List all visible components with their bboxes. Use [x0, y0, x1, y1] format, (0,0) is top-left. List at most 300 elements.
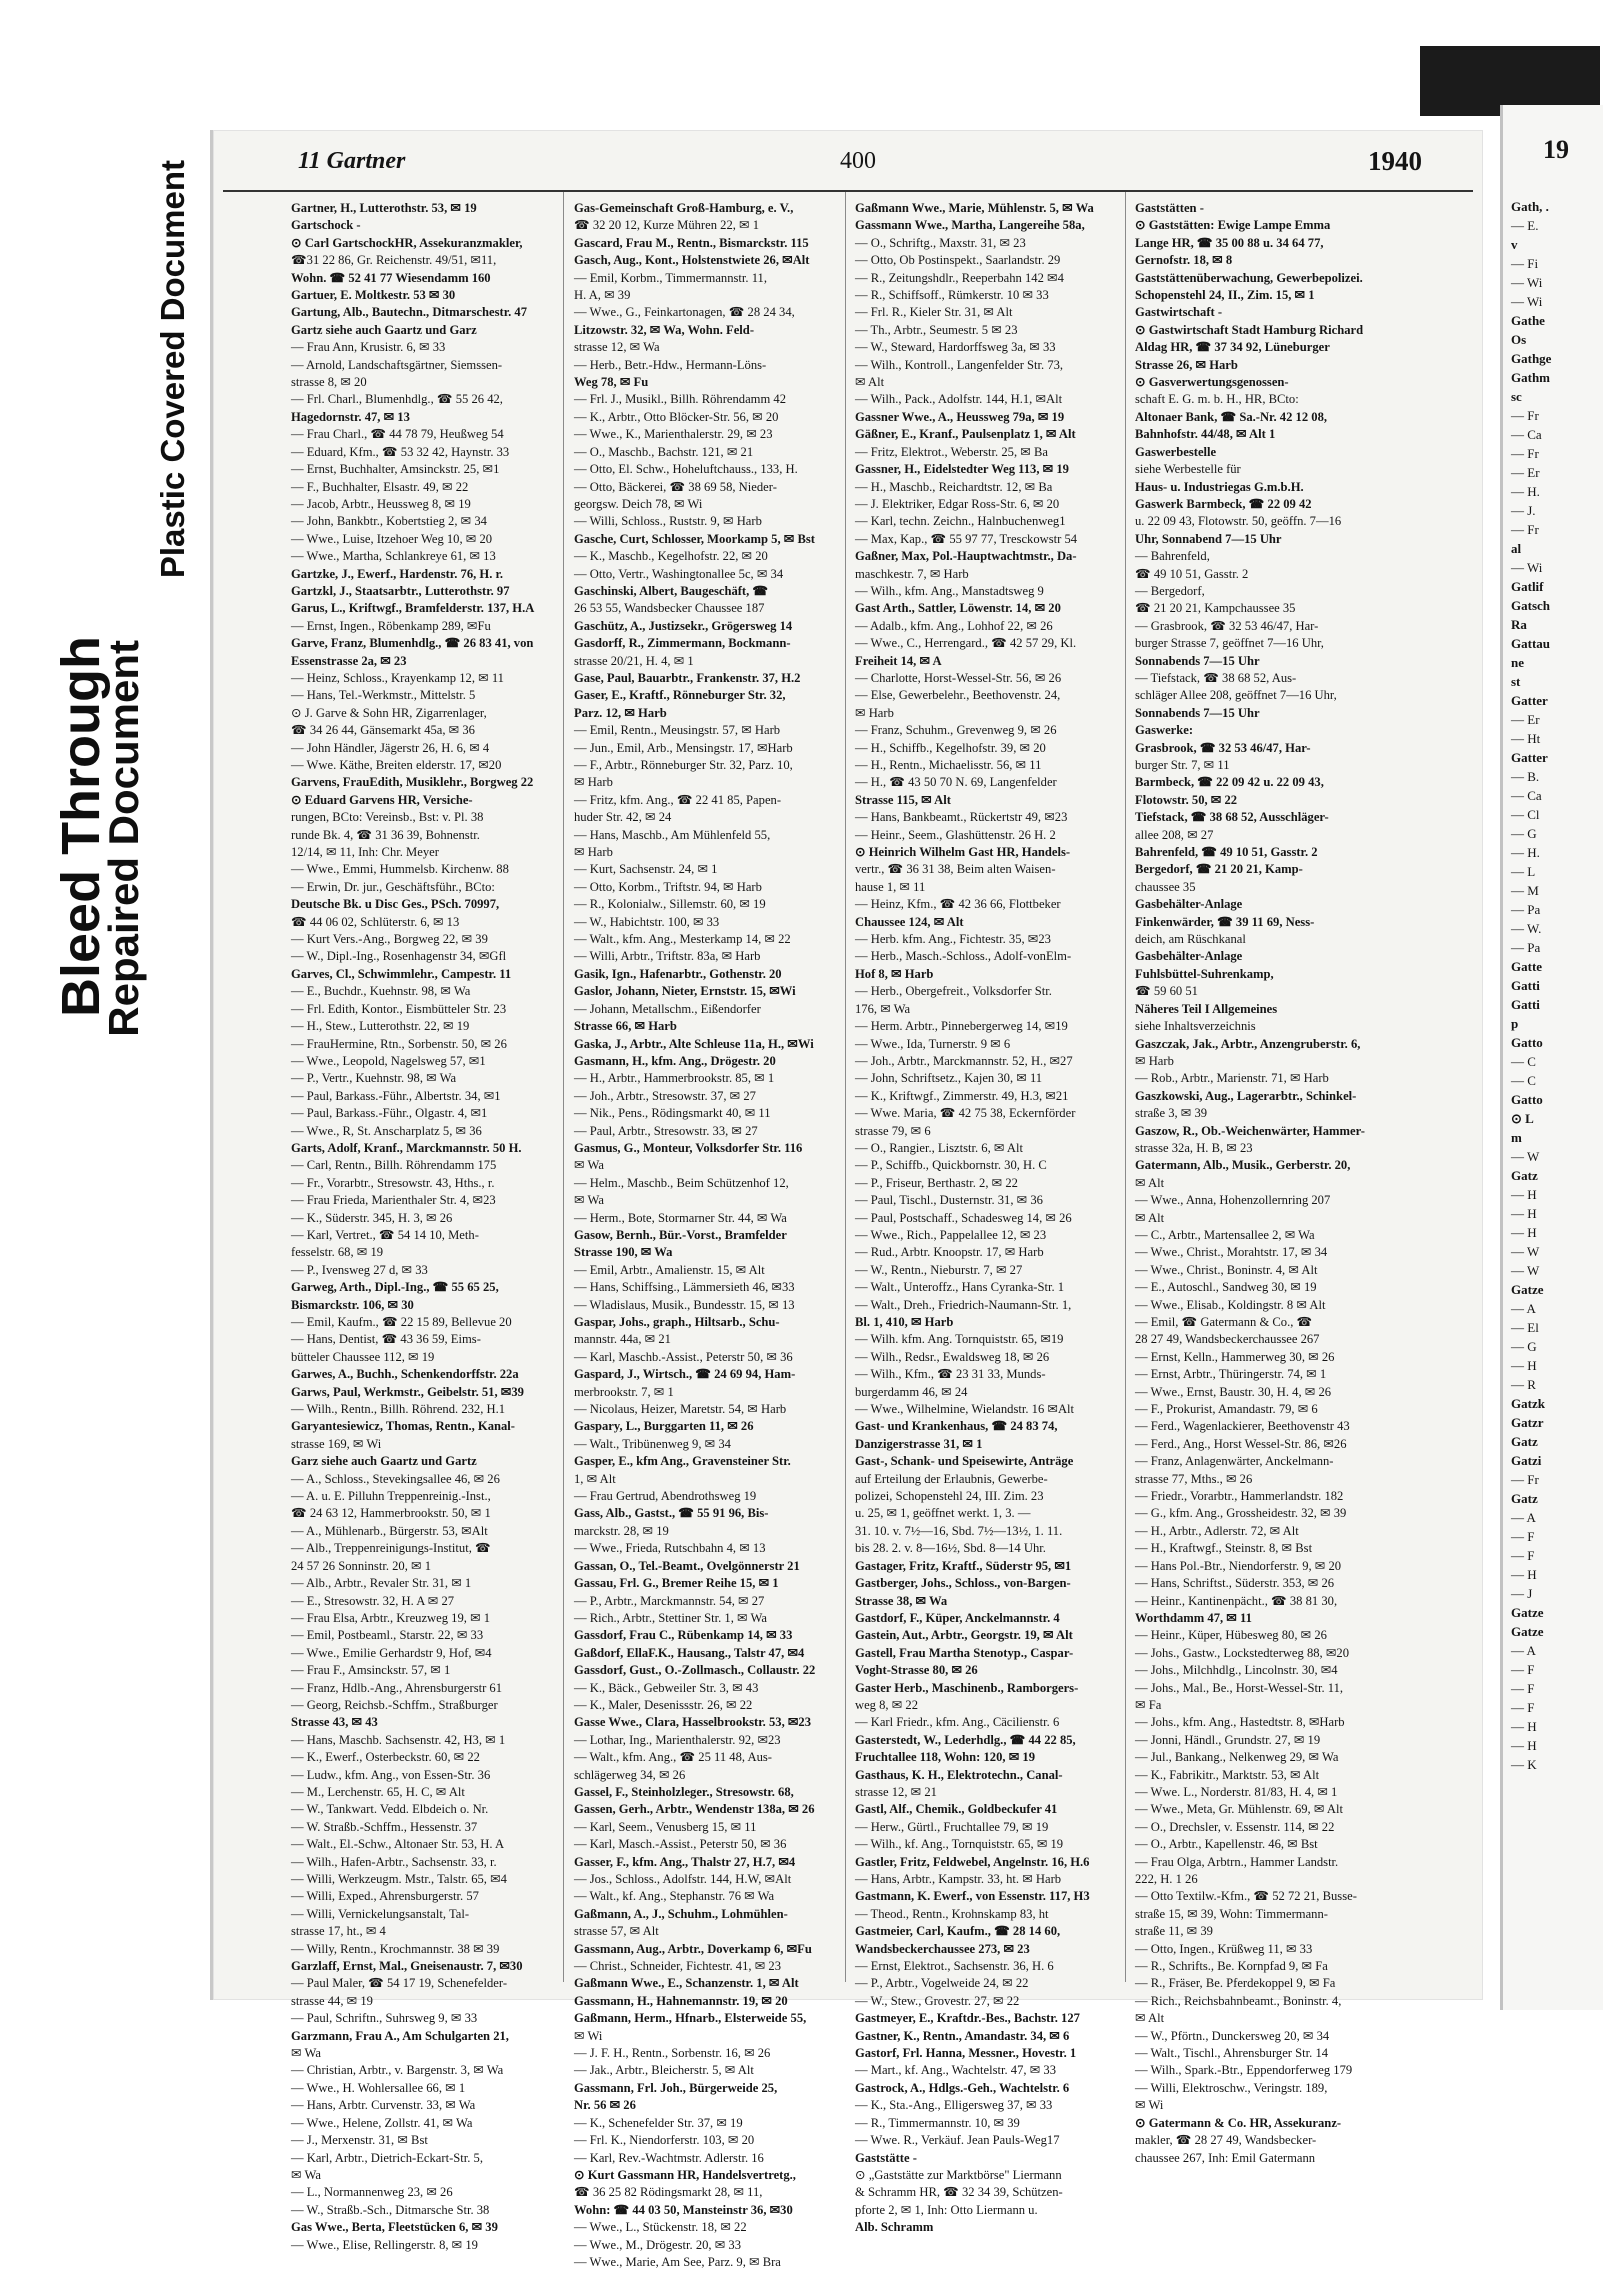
directory-entry-line: — Ernst, Kelln., Hammerweg 30, ✉ 26: [1135, 1349, 1335, 1364]
adjacent-entry-line: — H: [1511, 1187, 1537, 1202]
directory-entry-line: — O., Drechsler, v. Essenstr. 114, ✉ 22: [1135, 1819, 1335, 1834]
directory-entry-line: ✉ Wa: [574, 1158, 604, 1173]
directory-entry-line: 12/14, ✉ 11, Inh: Chr. Meyer: [291, 845, 439, 860]
directory-entry-line: hause 1, ✉ 11: [855, 879, 926, 894]
adjacent-entry-line: — F: [1511, 1548, 1535, 1563]
page-header: [213, 148, 1483, 186]
directory-entry-line: — Mart., kf. Ang., Wachtelstr. 47, ✉ 33: [855, 2063, 1056, 2078]
directory-entry-line: — Christ., Schneider, Fichtestr. 41, ✉ 23: [574, 1959, 781, 1974]
adjacent-entry-line: Gatzk: [1511, 1396, 1545, 1411]
directory-entry-line: — W., Habichtstr. 100, ✉ 33: [574, 914, 720, 929]
directory-entry-line: — Wwe. Maria, ☎ 42 75 38, Eckernförder: [855, 1106, 1076, 1121]
directory-entry-line: Wohn. ☎ 52 41 77 Wiesendamm 160: [291, 270, 491, 285]
directory-entry-line: Garweg, Arth., Dipl.-Ing., ☎ 55 65 25,: [291, 1280, 499, 1295]
directory-entry-line: — Fr., Vorarbtr., Stresowstr. 43, Hths., r.: [291, 1175, 495, 1190]
directory-page: [210, 130, 1483, 2269]
directory-entry-line: — J. F. H., Rentn., Sorbenstr. 16, ✉ 26: [574, 2046, 771, 2061]
directory-entry-line: — Karl, Seem., Venusberg 15, ✉ 11: [574, 1819, 757, 1834]
directory-entry-line: Gasthaus, K. H., Elektrotechn., Canal-: [855, 1767, 1063, 1782]
directory-entry-line: — Rich., Arbtr., Stettiner Str. 1, ✉ Wa: [574, 1610, 767, 1625]
directory-entry-line: — Paul, Postschaff., Schadesweg 14, ✉ 26: [855, 1210, 1072, 1225]
adjacent-entry-line: — F: [1511, 1681, 1535, 1696]
directory-entry-line: 176, ✉ Wa: [855, 1001, 911, 1016]
directory-entry-line: Parz. 12, ✉ Harb: [574, 705, 667, 720]
directory-entry-line: — Herm., Bote, Stormarner Str. 44, ✉ Wa: [574, 1210, 787, 1225]
directory-entry-line: Strasse 66, ✉ Harb: [574, 1019, 677, 1034]
directory-entry-line: — Wwe., Elise, Rellingerstr. 8, ✉ 19: [291, 2237, 478, 2252]
directory-entry-line: ✉ Wa: [291, 2046, 321, 2061]
directory-entry-line: merbrookstr. 7, ✉ 1: [574, 1384, 674, 1399]
adjacent-entry-line: Gatter: [1511, 750, 1548, 765]
directory-entry-line: straße 3, ✉ 39: [1135, 1106, 1208, 1121]
directory-entry-line: Worthdamm 47, ✉ 11: [1135, 1610, 1252, 1625]
directory-entry-line: — Ludw., kfm. Ang., von Essen-Str. 36: [291, 1767, 491, 1782]
directory-entry-line: deich, am Rüschkanal: [1135, 932, 1246, 947]
directory-entry-line: — Willi, Exped., Ahrensburgerstr. 57: [291, 1889, 479, 1904]
directory-entry-line: — Alb., Treppenreinigungs-Institut, ☎: [291, 1541, 491, 1556]
directory-entry-line: — Joh., Arbtr., Marckmannstr. 52, H., ✉27: [855, 1053, 1073, 1068]
directory-entry-line: — Karl, Masch.-Assist., Peterstr 50, ✉ 36: [574, 1837, 787, 1852]
adjacent-entry-line: — Er: [1511, 465, 1540, 480]
directory-entry-line: Gassmann, Frl. Joh., Bürgerweide 25,: [574, 2080, 778, 2095]
directory-entry-line: Gassan, O., Tel.-Beamt., Ovelgönnerstr 21: [574, 1558, 800, 1573]
directory-entry-line: Bergedorf, ☎ 21 20 21, Kamp-: [1135, 862, 1303, 877]
directory-entry-line: — Wwe. L., Norderstr. 81/83, H. 4, ✉ 1: [1135, 1784, 1338, 1799]
directory-entry-line: — Otto, Vertr., Washingtonallee 5c, ✉ 34: [574, 566, 784, 581]
directory-entry-line: Gaßmann Wwe., E., Schanzenstr. 1, ✉ Alt: [574, 1976, 799, 1991]
directory-entry-line: — Ferd., Ang., Horst Wessel-Str. 86, ✉26: [1135, 1436, 1347, 1451]
directory-entry-line: — Frau Frieda, Marienthaler Str. 4, ✉23: [291, 1193, 496, 1208]
directory-entry-line: Essenstrasse 2a, ✉ 23: [291, 653, 407, 668]
directory-entry-line: Garvens, FrauEdith, Musiklehr., Borgweg 22: [291, 775, 534, 790]
directory-entry-line: — Max, Kap., ☎ 55 97 77, Tresckowstr 54: [855, 531, 1078, 546]
directory-entry-line: straße 11, ✉ 39: [1135, 1924, 1213, 1939]
directory-entry-line: Gaska, J., Arbtr., Alte Schleuse 11a, H., ✉Wi: [574, 1036, 814, 1051]
directory-entry-line: — Ernst, Arbtr., Thüringerstr. 74, ✉ 1: [1135, 1367, 1327, 1382]
directory-entry-line: — Eduard, Kfm., ☎ 53 32 42, Haynstr. 33: [291, 444, 510, 459]
directory-entry-line: ✉ Harb: [1135, 1053, 1174, 1068]
adjacent-entry-line: — Wi: [1511, 294, 1543, 309]
directory-entry-line: Gasik, Ign., Hafenarbtr., Gothenstr. 20: [574, 966, 782, 981]
directory-entry-line: Gascard, Frau M., Rentn., Bismarckstr. 115: [574, 235, 809, 250]
directory-entry-line: — G., kfm. Ang., Grossheidestr. 32, ✉ 39: [1135, 1506, 1347, 1521]
directory-entry-line: — W., Straßb.-Sch., Ditmarsche Str. 38: [291, 2202, 490, 2217]
directory-entry-line: Gastrock, A., Hdlgs.-Geh., Wachtelstr. 6: [855, 2080, 1070, 2095]
directory-entry-line: ✉ Harb: [855, 705, 894, 720]
directory-entry-line: — Theod., Rentn., Krohnskamp 83, ht: [855, 1906, 1049, 1921]
directory-entry-line: — H., Schiffb., Kegelhofstr. 39, ✉ 20: [855, 740, 1046, 755]
adjacent-entry-line: Gatze: [1511, 1282, 1544, 1297]
directory-entry-line: — Wilh. kfm. Ang. Tornquiststr. 65, ✉19: [855, 1332, 1064, 1347]
column-divider: [563, 192, 564, 1982]
directory-entry-line: Finkenwärder, ☎ 39 11 69, Ness-: [1135, 914, 1315, 929]
directory-entry-line: Gastager, Fritz, Kraftf., Süderstr 95, ✉1: [855, 1558, 1072, 1573]
directory-entry-line: Gastmeier, Carl, Kaufm., ☎ 28 14 60,: [855, 1924, 1061, 1939]
column-divider: [1125, 192, 1126, 1982]
directory-entry-line: — Jul., Bankang., Nelkenweg 29, ✉ Wa: [1135, 1750, 1339, 1765]
directory-entry-line: Gastl, Alf., Chemik., Goldbeckufer 41: [855, 1802, 1058, 1817]
directory-entry-line: — Wwe., Emilie Gerhardstr 9, Hof, ✉4: [291, 1645, 492, 1660]
directory-entry-line: — Paul, Arbtr., Stresowstr. 33, ✉ 27: [574, 1123, 758, 1138]
directory-entry-line: — Bergedorf,: [1135, 583, 1205, 598]
directory-entry-line: — H., Arbtr., Adlerstr. 72, ✉ Alt: [1135, 1523, 1299, 1538]
directory-entry-line: schlägerweg 34, ✉ 26: [574, 1767, 686, 1782]
directory-entry-line: strasse 12, ✉ 21: [855, 1784, 937, 1799]
directory-entry-line: — Willi, Elektroschw., Veringstr. 189,: [1135, 2080, 1328, 2095]
adjacent-entry-line: — H: [1511, 1719, 1537, 1734]
directory-entry-line: — Rob., Arbtr., Marienstr. 71, ✉ Harb: [1135, 1071, 1329, 1086]
directory-entry-line: — Lothar, Ing., Marienthalerstr. 92, ✉23: [574, 1732, 781, 1747]
directory-entry-line: — Jak., Arbtr., Bleicherstr. 5, ✉ Alt: [574, 2063, 754, 2078]
directory-entry-line: Gastein, Aut., Arbtr., Georgstr. 19, ✉ Alt: [855, 1628, 1073, 1643]
adjacent-entry-line: Gatti: [1511, 978, 1540, 993]
directory-entry-line: schläger Allee 208, geöffnet 7—16 Uhr,: [1135, 688, 1337, 703]
directory-entry-line: Gassdorf, Gust., O.-Zollmasch., Collaustr. 22: [574, 1663, 816, 1678]
adjacent-entry-line: — A: [1511, 1643, 1536, 1658]
directory-entry-line: — F., Arbtr., Rönneburger Str. 32, Parz. 10,: [574, 758, 793, 772]
directory-entry-line: — Franz, Anlagenwärter, Anckelmann-: [1135, 1454, 1334, 1469]
directory-entry-line: — K., Arbtr., Otto Blöcker-Str. 56, ✉ 20: [574, 409, 779, 424]
directory-entry-line: ☎ 34 26 44, Gänsemarkt 45a, ✉ 36: [291, 723, 475, 738]
adjacent-entry-line: — F: [1511, 1529, 1535, 1544]
directory-entry-line: Hagedornstr. 47, ✉ 13: [291, 409, 410, 424]
directory-entry-line: Strasse 38, ✉ Wa: [855, 1593, 948, 1608]
directory-entry-line: — Hans Pol.-Btr., Niendorferstr. 9, ✉ 20: [1135, 1558, 1342, 1573]
directory-entry-line: Gasch, Aug., Kont., Holstenstwiete 26, ✉Alt: [574, 253, 810, 268]
directory-entry-line: Gas Wwe., Berta, Fleetstücken 6, ✉ 39: [291, 2220, 498, 2235]
directory-entry-line: — Paul, Schriftn., Suhrsweg 9, ✉ 33: [291, 2011, 478, 2026]
adjacent-entry-line: — H.: [1511, 484, 1540, 499]
directory-entry-line: Gaswerk Barmbeck, ☎ 22 09 42: [1135, 496, 1312, 511]
directory-entry-line: Gäßner, E., Kranf., Paulsenplatz 1, ✉ Alt: [855, 427, 1076, 442]
adjacent-entry-line: — Fr: [1511, 1472, 1539, 1487]
directory-entry-line: — Willy, Rentn., Krochmannstr. 38 ✉ 39: [291, 1941, 500, 1956]
directory-entry-line: — Willi, Werkzeugm. Mstr., Talstr. 65, ✉4: [291, 1872, 507, 1886]
directory-entry-line: Danzigerstrasse 31, ✉ 1: [855, 1436, 983, 1451]
directory-entry-line: — K., Bäck., Gebweiler Str. 3, ✉ 43: [574, 1680, 759, 1695]
directory-entry-line: — Wwe., L., Stückenstr. 18, ✉ 22: [574, 2220, 747, 2235]
directory-entry-line: — R., Zeitungshdlr., Reeperbahn 142 ✉4: [855, 270, 1064, 285]
directory-entry-line: Gassmann Wwe., Martha, Langereihe 58a,: [855, 218, 1085, 233]
directory-entry-line: — Emil, Postbeaml., Starstr. 22, ✉ 33: [291, 1628, 484, 1643]
directory-entry-line: — K., Sta.-Ang., Elligersweg 37, ✉ 33: [855, 2098, 1053, 2113]
directory-entry-line: Strasse 43, ✉ 43: [291, 1715, 378, 1730]
directory-entry-line: — Carl, Rentn., Billh. Röhrendamm 175: [291, 1158, 497, 1173]
directory-entry-line: Garws, Paul, Werkmstr., Geibelstr. 51, ✉39: [291, 1384, 524, 1399]
adjacent-entry-line: Gathge: [1511, 351, 1552, 366]
directory-entry-line: — P., Schiffb., Quickbornstr. 30, H. C: [855, 1158, 1047, 1173]
directory-entry-line: Weg 78, ✉ Fu: [574, 375, 649, 390]
directory-entry-line: ✉ Alt: [1135, 2011, 1165, 2026]
adjacent-entry-line: ne: [1511, 655, 1524, 670]
directory-entry-line: — Paul, Barkass.-Führ., Albertstr. 34, ✉1: [291, 1088, 501, 1103]
adjacent-entry-line: Os: [1511, 332, 1527, 347]
directory-entry-line: Gartzkl, J., Staatsarbtr., Lutterothstr. 97: [291, 583, 510, 598]
directory-entry-line: — K., Ewerf., Osterbeckstr. 60, ✉ 22: [291, 1750, 480, 1765]
directory-entry-line: — Heinr., Seem., Glashüttenstr. 26 H. 2: [855, 827, 1056, 842]
directory-entry-line: Garwes, A., Buchh., Schenkendorffstr. 22a: [291, 1367, 519, 1382]
directory-entry-line: ⊙ Gatermann & Co. HR, Assekuranz-: [1135, 2115, 1342, 2130]
directory-entry-line: — Hans, Dentist, ☎ 43 36 59, Eims-: [291, 1332, 481, 1347]
adjacent-entry-line: — E.: [1511, 218, 1539, 233]
directory-entry-line: — Wwe., Frieda, Rutschbahn 4, ✉ 13: [574, 1541, 766, 1556]
directory-entry-line: — Walt., Unteroffz., Hans Cyranka-Str. 1: [855, 1280, 1065, 1295]
directory-entry-line: Gastell, Frau Martha Stenotyp., Caspar-: [855, 1645, 1074, 1660]
directory-entry-line: — Wilh., Kfm., ☎ 23 31 33, Munds-: [855, 1367, 1046, 1382]
adjacent-entry-line: — El: [1511, 1320, 1539, 1335]
directory-entry-line: — Walt., Tribünenweg 9, ✉ 34: [574, 1436, 731, 1451]
directory-entry-line: — Jonni, Händl., Grundstr. 27, ✉ 19: [1135, 1732, 1321, 1747]
directory-entry-line: chaussee 267, Inh: Emil Gatermann: [1135, 2150, 1316, 2165]
adjacent-entry-line: Gatze: [1511, 1624, 1544, 1639]
directory-entry-line: ☎31 22 86, Gr. Reichenstr. 49/51, ✉11,: [291, 253, 497, 268]
directory-entry-line: — A., Schloss., Stevekingsallee 46, ✉ 26: [291, 1471, 500, 1486]
directory-entry-line: — Johs., Mal., Be., Horst-Wessel-Str. 11,: [1135, 1680, 1344, 1695]
adjacent-entry-line: — W: [1511, 1149, 1540, 1164]
directory-entry-line: huder Str. 42, ✉ 24: [574, 810, 672, 825]
directory-entry-line: Chaussee 124, ✉ Alt: [855, 914, 964, 929]
adjacent-entry-line: ⊙ L: [1511, 1111, 1534, 1126]
directory-entry-line: Gassel, F., Steinholzleger., Stresowstr. 68,: [574, 1784, 794, 1799]
directory-entry-line: Strasse 115, ✉ Alt: [855, 792, 951, 807]
directory-entry-line: — Johs., Milchhdlg., Lincolnstr. 30, ✉4: [1135, 1663, 1338, 1678]
directory-entry-line: — P., Vertr., Kuehnstr. 98, ✉ Wa: [291, 1071, 457, 1086]
directory-entry-line: vertr., ☎ 36 31 38, Beim alten Waisen-: [855, 862, 1056, 877]
column-divider: [845, 192, 846, 1982]
directory-entry-line: ⊙ Gasverwertungsgenossen-: [1135, 375, 1289, 390]
header-section-title: 11 Gartner: [298, 148, 406, 174]
directory-entry-line: burger Strasse 7, geöffnet 7—16 Uhr,: [1135, 636, 1324, 651]
header-page-number: 400: [840, 148, 876, 174]
directory-entry-line: — Erwin, Dr. jur., Geschäftsführ., BCto:: [291, 879, 495, 894]
directory-entry-line: burgerdamm 46, ✉ 24: [855, 1384, 968, 1399]
directory-entry-line: Wohn: ☎ 44 03 50, Mansteinstr 36, ✉30: [574, 2202, 793, 2217]
directory-entry-line: — Bahrenfeld,: [1135, 549, 1210, 564]
adjacent-entry-line: — R: [1511, 1377, 1536, 1392]
directory-entry-line: — W., Steward, Hardorffsweg 3a, ✉ 33: [855, 340, 1056, 355]
directory-entry-line: Gase, Paul, Bauarbtr., Frankenstr. 37, H.2: [574, 670, 801, 685]
directory-entry-line: — Frau F., Amsinckstr. 57, ✉ 1: [291, 1663, 451, 1678]
directory-entry-line: Gaststätte -: [855, 2150, 917, 2165]
adjacent-entry-line: — Fr: [1511, 408, 1539, 423]
directory-entry-line: — R., Schrifts., Be. Kornpfad 9, ✉ Fa: [1135, 1959, 1328, 1974]
adjacent-entry-line: Gatto: [1511, 1092, 1543, 1107]
directory-entry-line: — J. Elektriker, Edgar Ross-Str. 6, ✉ 20: [855, 496, 1060, 511]
directory-entry-line: — Wilh., Pack., Adolfstr. 144, H.1, ✉Alt: [855, 392, 1063, 407]
directory-entry-line: — Walt., kfm. Ang., ☎ 25 11 48, Aus-: [574, 1750, 772, 1765]
directory-entry-line: Gartuer, E. Moltkestr. 53 ✉ 30: [291, 288, 456, 303]
directory-entry-line: ☎ 24 63 12, Hammerbrookstr. 50, ✉ 1: [291, 1506, 491, 1521]
directory-entry-line: — R., Schiffsoff., Rümkerstr. 10 ✉ 33: [855, 288, 1049, 303]
directory-entry-line: — Karl, Arbtr., Dietrich-Eckart-Str. 5,: [291, 2150, 484, 2165]
directory-entry-line: — John Händler, Jägerstr 26, H. 6, ✉ 4: [291, 740, 490, 755]
directory-entry-line: Gaßmann Wwe., Marie, Mühlenstr. 5, ✉ Wa: [855, 201, 1094, 215]
adjacent-entry-line: Gathm: [1511, 370, 1550, 385]
directory-entry-line: — Franz, Hdlb.-Ang., Ahrensburgerstr 61: [291, 1680, 503, 1695]
directory-entry-line: Fuhlsbüttel-Suhrenkamp,: [1135, 966, 1274, 981]
directory-entry-line: — Nik., Pens., Rödingsmarkt 40, ✉ 11: [574, 1106, 771, 1121]
directory-entry-line: 26 53 55, Wandsbecker Chaussee 187: [574, 601, 765, 616]
directory-entry-line: — Walt., kfm. Ang., Mesterkamp 14, ✉ 22: [574, 932, 791, 947]
directory-entry-line: polizei, Schopenstehl 24, III. Zim. 23: [855, 1489, 1044, 1504]
directory-entry-line: — Frau Elsa, Arbtr., Kreuzweg 19, ✉ 1: [291, 1610, 491, 1625]
directory-entry-line: — H., ☎ 43 50 70 N. 69, Langenfelder: [855, 775, 1057, 790]
directory-entry-line: — Wwe., Wilhelmine, Wielandstr. 16 ✉Alt: [855, 1402, 1075, 1417]
directory-entry-line: Garve, Franz, Blumenhdlg., ☎ 26 83 41, von: [291, 636, 534, 651]
directory-entry-line: — Joh., Arbtr., Stresowstr. 37, ✉ 27: [574, 1088, 756, 1103]
directory-entry-line: — Kurt Vers.-Ang., Borgweg 22, ✉ 39: [291, 932, 488, 947]
directory-entry-line: — Wwe., Emmi, Hummelsb. Kirchenw. 88: [291, 862, 509, 877]
adjacent-entry-line: — Er: [1511, 712, 1540, 727]
directory-entry-line: — E., Buchdr., Kuehnstr. 98, ✉ Wa: [291, 984, 471, 999]
directory-entry-line: — Franz, Schuhm., Grevenweg 9, ✉ 26: [855, 723, 1057, 738]
directory-entry-line: — Kurt, Sachsenstr. 24, ✉ 1: [574, 862, 718, 877]
adjacent-entry-line: — L: [1511, 864, 1536, 879]
directory-entry-line: — Heinr., Kantinenpächt., ☎ 38 81 30,: [1135, 1593, 1338, 1608]
directory-entry-line: Gaststättenüberwachung, Gewerbepolizei.: [1135, 270, 1363, 285]
directory-entry-line: ✉ Harb: [574, 775, 613, 790]
directory-entry-line: — Herw., Gürtl., Fruchtallee 79, ✉ 19: [855, 1819, 1049, 1834]
header-year: 1940: [1368, 146, 1422, 176]
directory-entry-line: — Rich., Reichsbahnbeamt., Boninstr. 4,: [1135, 1993, 1342, 2008]
adjacent-entry-line: st: [1511, 674, 1521, 689]
directory-entry-line: Gaßmann, A., J., Schuhm., Lohmühlen-: [574, 1906, 788, 1921]
directory-entry-line: — F., Prokurist, Amandastr. 79, ✉ 6: [1135, 1402, 1318, 1417]
directory-entry-line: — H., Maschb., Reichardtstr. 12, ✉ Ba: [855, 479, 1053, 494]
directory-entry-line: Bismarckstr. 106, ✉ 30: [291, 1297, 414, 1312]
adjacent-entry-line: Gattau: [1511, 636, 1550, 651]
directory-entry-line: — Emil, Arbtr., Amalienstr. 15, ✉ Alt: [574, 1262, 765, 1277]
directory-entry-line: Sonnabends 7—15 Uhr: [1135, 705, 1260, 720]
directory-entry-line: — Walt., Tischl., Ahrensburger Str. 14: [1135, 2046, 1329, 2061]
directory-entry-line: Gast-, Schank- und Speisewirte, Anträge: [855, 1454, 1074, 1469]
directory-entry-line: Gasdorff, R., Zimmermann, Bockmann-: [574, 636, 791, 651]
directory-entry-line: Gaszczak, Jak., Arbtr., Anzengruberstr. 6,: [1135, 1036, 1361, 1051]
directory-entry-line: ✉ Alt: [1135, 1210, 1165, 1225]
directory-entry-line: Gassdorf, Frau C., Rübenkamp 14, ✉ 33: [574, 1628, 793, 1643]
directory-entry-line: Gartschock -: [291, 218, 361, 233]
directory-entry-line: — Wwe., Marie, Am See, Parz. 9, ✉ Bra: [574, 2254, 781, 2269]
directory-entry-line: — Wwe., Christ., Morahtstr. 17, ✉ 34: [1135, 1245, 1328, 1260]
directory-entry-line: — Wilh., Hafen-Arbtr., Sachsenstr. 33, r.: [291, 1854, 497, 1869]
directory-entry-line: — Frau Charl., ☎ 44 78 79, Heußweg 54: [291, 427, 504, 442]
directory-column-1: [291, 200, 539, 2252]
directory-entry-line: — Ernst, Elektrot., Sachsenstr. 36, H. 6: [855, 1959, 1054, 1974]
directory-entry-line: — Willi, Arbtr., Triftstr. 83a, ✉ Harb: [574, 949, 761, 964]
directory-entry-line: Gaßner, Max, Pol.-Hauptwachtmstr., Da-: [855, 549, 1077, 564]
directory-entry-line: Altonaer Bank, ☎ Sa.-Nr. 42 12 08,: [1135, 409, 1328, 424]
adjacent-entry-line: m: [1511, 1130, 1522, 1145]
adjacent-entry-line: — Wi: [1511, 560, 1543, 575]
directory-entry-line: — Frl. Charl., Blumenhdlg., ☎ 55 26 42,: [291, 392, 503, 407]
directory-entry-line: runde Bk. 4, ☎ 31 36 39, Bohnenstr.: [291, 827, 480, 842]
directory-entry-line: strasse 20/21, H. 4, ✉ 1: [574, 653, 694, 668]
directory-entry-line: — Ferd., Wagenlackierer, Beethovenstr 43: [1135, 1419, 1350, 1434]
directory-entry-line: Uhr, Sonnabend 7—15 Uhr: [1135, 531, 1282, 546]
directory-entry-line: — Jun., Emil, Arb., Mensingstr. 17, ✉Harb: [574, 740, 793, 755]
adjacent-entry-line: — Fi: [1511, 256, 1539, 271]
directory-entry-line: Garyantesiewicz, Thomas, Rentn., Kanal-: [291, 1419, 516, 1434]
directory-entry-line: ⊙ Gaststätten: Ewige Lampe Emma: [1135, 218, 1331, 233]
adjacent-entry-line: Gatlif: [1511, 579, 1544, 594]
adjacent-entry-line: p: [1511, 1016, 1519, 1031]
adjacent-page-header: 19: [1543, 135, 1569, 164]
directory-entry-line: ⊙ „Gaststätte zur Marktbörse" Liermann: [855, 2167, 1062, 2182]
directory-entry-line: Gartner, H., Lutterothstr. 53, ✉ 19: [291, 201, 477, 215]
directory-entry-line: bütteler Chaussee 112, ✉ 19: [291, 1349, 435, 1364]
directory-entry-line: — Wladislaus, Musik., Bundesstr. 15, ✉ 13: [574, 1297, 795, 1312]
directory-entry-line: siehe Werbestelle für: [1135, 462, 1241, 477]
directory-entry-line: Gastwirtschaft -: [1135, 305, 1223, 320]
directory-entry-line: allee 208, ✉ 27: [1135, 827, 1214, 842]
directory-entry-line: — L., Normannenweg 23, ✉ 26: [291, 2185, 453, 2200]
directory-entry-line: — Ernst, Buchhalter, Amsinckstr. 25, ✉1: [291, 462, 500, 477]
directory-entry-line: Gaszkowski, Aug., Lagerarbtr., Schinkel-: [1135, 1088, 1357, 1103]
directory-entry-line: Gaspar, Johs., graph., Hiltsarb., Schu-: [574, 1315, 780, 1329]
directory-entry-line: Alb. Schramm: [855, 2220, 934, 2235]
adjacent-entry-line: — Pa: [1511, 940, 1541, 955]
directory-entry-line: schaft E. G. m. b. H., HR, BCto:: [1135, 392, 1299, 407]
directory-entry-line: — Frau Ann, Krusistr. 6, ✉ 33: [291, 340, 446, 355]
directory-entry-line: Garz siehe auch Gaartz und Gartz: [291, 1454, 477, 1469]
directory-entry-line: — R., Fräser, Be. Pferdekoppel 9, ✉ Fa: [1135, 1976, 1336, 1991]
directory-entry-line: Gasow, Bernh., Bür.-Vorst., Bramfelder: [574, 1227, 787, 1242]
directory-entry-line: — Hans, Schiffsing., Lämmersieth 46, ✉33: [574, 1280, 795, 1295]
directory-entry-line: Gasmann, H., kfm. Ang., Drögestr. 20: [574, 1053, 776, 1068]
directory-entry-line: — Else, Gewerbelehr., Beethovenstr. 24,: [855, 688, 1061, 703]
directory-entry-line: — Alb., Arbtr., Revaler Str. 31, ✉ 1: [291, 1576, 472, 1591]
adjacent-entry-line: — A: [1511, 1301, 1536, 1316]
directory-entry-line: — Ernst, Ingen., Röbenkamp 289, ✉Fu: [291, 618, 491, 633]
adjacent-entry-line: — H: [1511, 1225, 1537, 1240]
directory-entry-line: — P., Ivensweg 27 d, ✉ 33: [291, 1262, 428, 1277]
directory-entry-line: Nr. 56 ✉ 26: [574, 2098, 636, 2113]
adjacent-page-column: [1511, 197, 1603, 1774]
directory-entry-line: Gaststätten -: [1135, 201, 1204, 215]
directory-entry-line: — Emil, Rentn., Meusingstr. 57, ✉ Harb: [574, 723, 781, 738]
directory-entry-line: ⊙ Kurt Gassmann HR, Handelsvertretg.,: [574, 2167, 796, 2182]
directory-entry-line: Gas-Gemeinschaft Groß-Hamburg, e. V.,: [574, 201, 794, 215]
adjacent-entry-line: — G: [1511, 826, 1537, 841]
directory-entry-line: makler, ☎ 28 27 49, Wandsbecker-: [1135, 2133, 1317, 2148]
directory-entry-line: — Otto, Ingen., Krüßweg 11, ✉ 33: [1135, 1941, 1313, 1956]
directory-entry-line: — Karl Friedr., kfm. Ang., Cäcilienstr. 6: [855, 1715, 1060, 1730]
directory-entry-line: — Arnold, Landschaftsgärtner, Siemssen-: [291, 357, 503, 372]
directory-entry-line: Gassner Wwe., A., Heussweg 79a, ✉ 19: [855, 409, 1065, 424]
directory-entry-line: strasse 169, ✉ Wi: [291, 1436, 382, 1451]
directory-entry-line: — K., Schenefelder Str. 37, ✉ 19: [574, 2115, 743, 2130]
directory-entry-line: ✉ Harb: [574, 845, 613, 860]
directory-entry-line: — Frau Gertrud, Abendrothsweg 19: [574, 1489, 757, 1504]
adjacent-entry-line: — W.: [1511, 921, 1542, 936]
directory-entry-line: ⊙ Carl GartschockHR, Assekuranzmakler,: [291, 235, 523, 250]
directory-entry-line: — FrauHermine, Rtn., Sorbenstr. 50, ✉ 26: [291, 1036, 507, 1051]
directory-entry-line: ☎ 32 20 12, Kurze Mühren 22, ✉ 1: [574, 218, 760, 233]
directory-entry-line: Gast- und Krankenhaus, ☎ 24 83 74,: [855, 1419, 1058, 1434]
directory-entry-line: pforte 2, ✉ 1, Inh: Otto Liermann u.: [855, 2202, 1038, 2217]
directory-entry-line: — Wwe., Leopold, Nagelsweg 57, ✉1: [291, 1053, 486, 1068]
directory-entry-line: — Wwe., R, St. Anscharplatz 5, ✉ 36: [291, 1123, 482, 1138]
directory-entry-line: Gaschinski, Albert, Baugeschäft, ☎: [574, 583, 769, 598]
directory-entry-line: — R., Timmermannstr. 10, ✉ 39: [855, 2115, 1020, 2130]
directory-entry-line: — Wwe. R., Verkäuf. Jean Pauls-Weg17: [855, 2133, 1060, 2148]
directory-entry-line: ⊙ Eduard Garvens HR, Versiche-: [291, 792, 473, 807]
directory-entry-line: bis 28. 2. v. 8—16½, Sbd. 8—14 Uhr.: [855, 1541, 1046, 1556]
directory-entry-line: Gaspary, L., Burggarten 11, ✉ 26: [574, 1419, 754, 1434]
directory-entry-line: ⊙ Gastwirtschaft Stadt Hamburg Richard: [1135, 322, 1364, 337]
directory-entry-line: marckstr. 28, ✉ 19: [574, 1523, 669, 1538]
directory-entry-line: siehe Inhaltsverzeichnis: [1135, 1019, 1256, 1034]
